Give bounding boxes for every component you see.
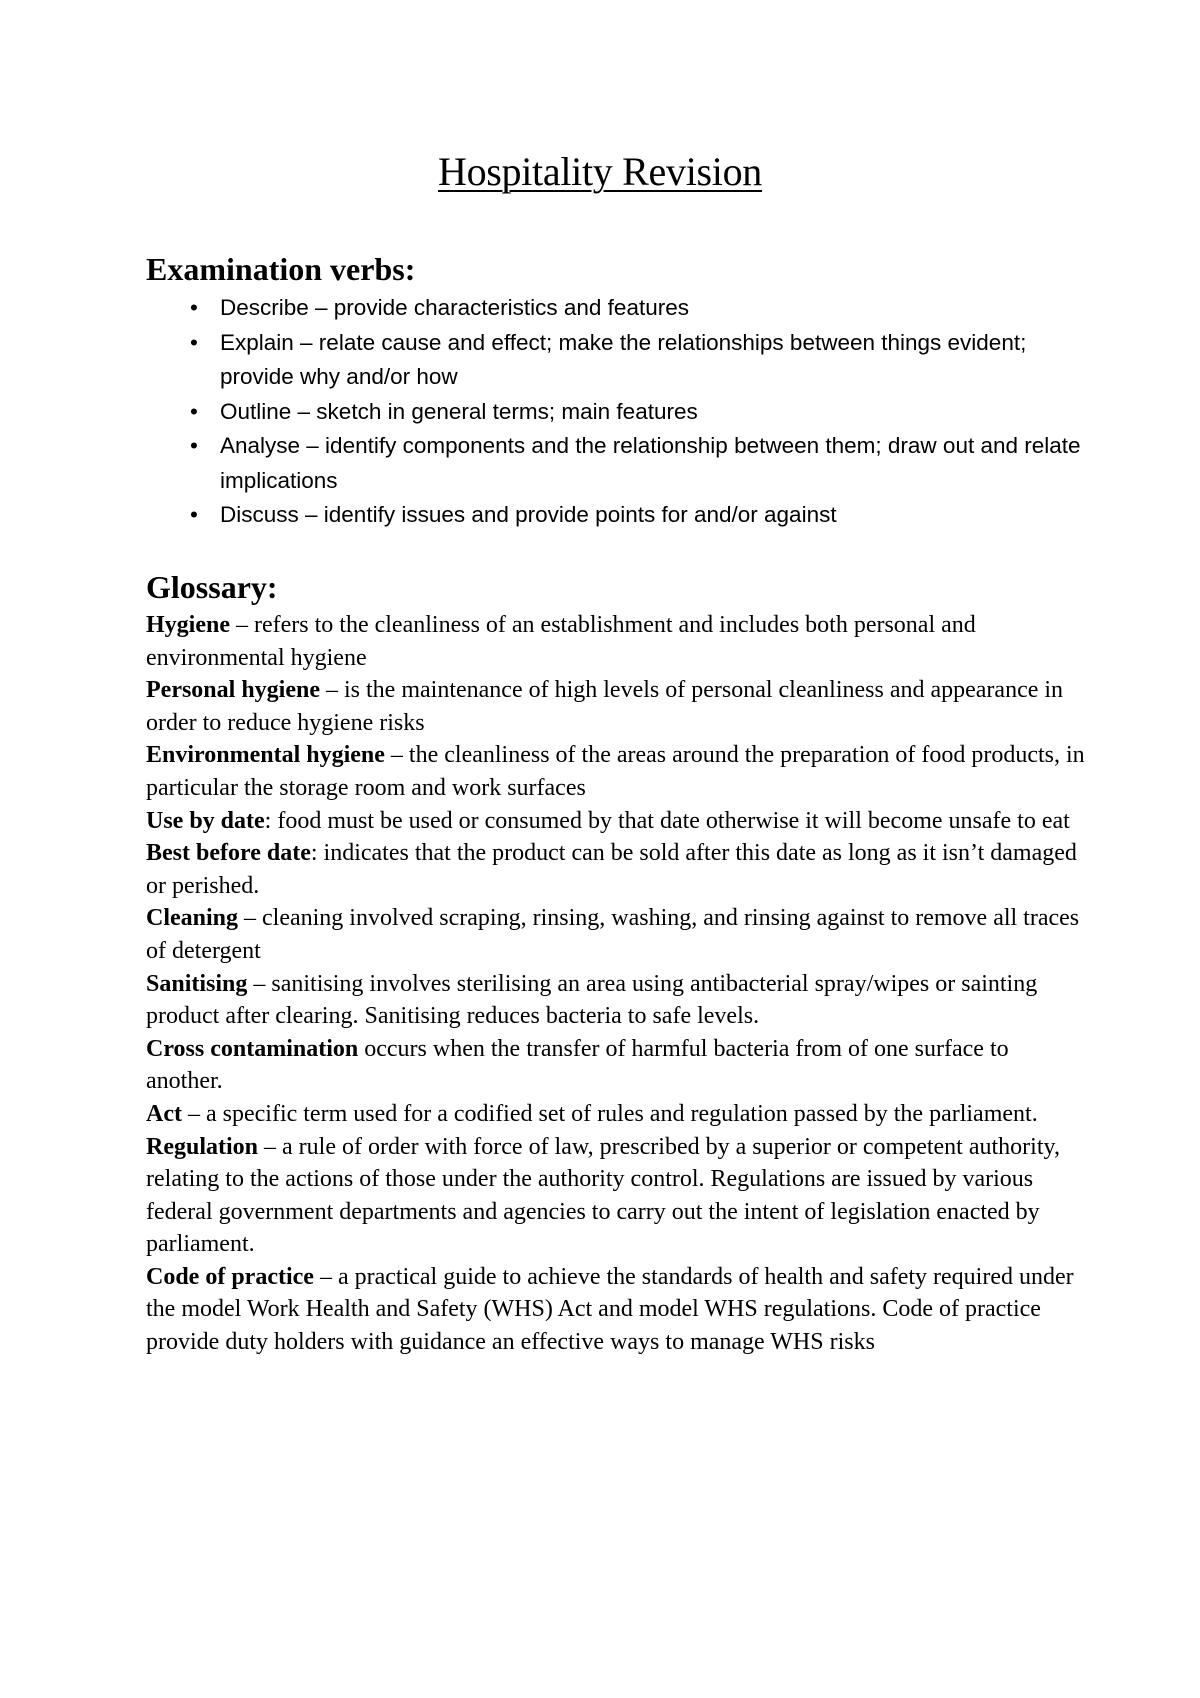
- glossary-definition: – cleaning involved scraping, rinsing, washing, and rinsing against to remove all traces of detergent: [146, 905, 1080, 964]
- glossary-term: Sanitising: [146, 970, 248, 997]
- glossary-entry: [146, 1098, 1086, 1131]
- glossary-definition: – the cleanliness of the areas around the preparation of food products, in particular the storage room and work surfaces: [146, 742, 1085, 801]
- glossary-entry: [146, 1261, 1086, 1359]
- glossary-definition: – a specific term used for a codified set of rules and regulation passed by the parliament.: [181, 1100, 1038, 1127]
- verb-text: Discuss – identify issues and provide points for and/or against: [220, 502, 837, 527]
- glossary-term: Cleaning: [146, 905, 239, 932]
- glossary-entry: [146, 902, 1086, 967]
- glossary-term: Code of practice: [146, 1263, 314, 1290]
- glossary-entry: [146, 674, 1086, 739]
- glossary-definition: – sanitising involves sterilising an area using antibacterial spray/wipes or sainting product after clearing. Sanitising reduces bacteria to safe levels.: [146, 970, 1038, 1030]
- bullet-icon: •: [190, 295, 198, 320]
- glossary-entry: [146, 1131, 1086, 1261]
- glossary-definition: – a rule of order with force of law, prescribed by a superior or competent authority, relating to the actions of those under the authority control. Regulations are issued by various federal government departments and agencies to carry out the intent of legislation enacted by parliament.: [146, 1133, 1060, 1258]
- glossary-term: Regulation: [146, 1133, 259, 1160]
- glossary-entry: [146, 739, 1086, 804]
- glossary-term: Best before date: [146, 840, 311, 867]
- bullet-icon: •: [190, 502, 198, 527]
- glossary-term: Cross contamination: [146, 1035, 359, 1062]
- page-title: Hospitality Revision: [437, 149, 762, 194]
- glossary-term: Hygiene: [146, 612, 230, 638]
- glossary-entry: [146, 805, 1086, 838]
- list-item: [146, 498, 1086, 533]
- glossary-heading: Glossary:: [146, 569, 278, 605]
- verb-text: Explain – relate cause and effect; make the relationships between things evident; provide why and/or how: [220, 329, 1027, 389]
- verb-text: Analyse – identify components and the relationship between them; draw out and relate implications: [220, 433, 1081, 493]
- verb-text: Describe – provide characteristics and features: [220, 295, 689, 320]
- list-item: [146, 395, 1086, 430]
- glossary-entry: [146, 837, 1086, 902]
- glossary-entry: [146, 1033, 1086, 1098]
- list-item: [146, 291, 1086, 326]
- glossary-definition: : indicates that the product can be sold after this date as long as it isn’t damaged or perished.: [146, 840, 1077, 899]
- examination-verbs-heading: Examination verbs:: [146, 251, 416, 287]
- glossary-term: Use by date: [146, 807, 265, 834]
- glossary-list: [146, 609, 1086, 1359]
- glossary-definition: – refers to the cleanliness of an establishment and includes both personal and environmental hygiene: [146, 612, 976, 671]
- glossary-term: Act: [146, 1100, 182, 1127]
- bullet-icon: •: [190, 433, 198, 458]
- glossary-definition: – a practical guide to achieve the standards of health and safety required under the model Work Health and Safety (WHS) Act and model WHS regulations. Code of practice provide duty holders with guidance an effective ways to manage WHS risks: [146, 1263, 1074, 1356]
- glossary-entry: [146, 609, 1086, 674]
- glossary-term: Environmental hygiene: [146, 742, 385, 769]
- examination-verbs-list: [146, 291, 1086, 533]
- glossary-term: Personal hygiene: [146, 677, 320, 704]
- glossary-definition: occurs when the transfer of harmful bacteria from of one surface to another.: [146, 1035, 1009, 1095]
- bullet-icon: •: [190, 398, 198, 424]
- bullet-icon: •: [190, 329, 198, 355]
- glossary-definition: : food must be used or consumed by that date otherwise it will become unsafe to eat: [264, 807, 1070, 834]
- glossary-entry: [146, 968, 1086, 1033]
- glossary-definition: – is the maintenance of high levels of personal cleanliness and appearance in order to reduce hygiene risks: [146, 677, 1064, 736]
- list-item: [146, 429, 1086, 498]
- list-item: [146, 326, 1086, 395]
- verb-text: Outline – sketch in general terms; main features: [220, 398, 698, 424]
